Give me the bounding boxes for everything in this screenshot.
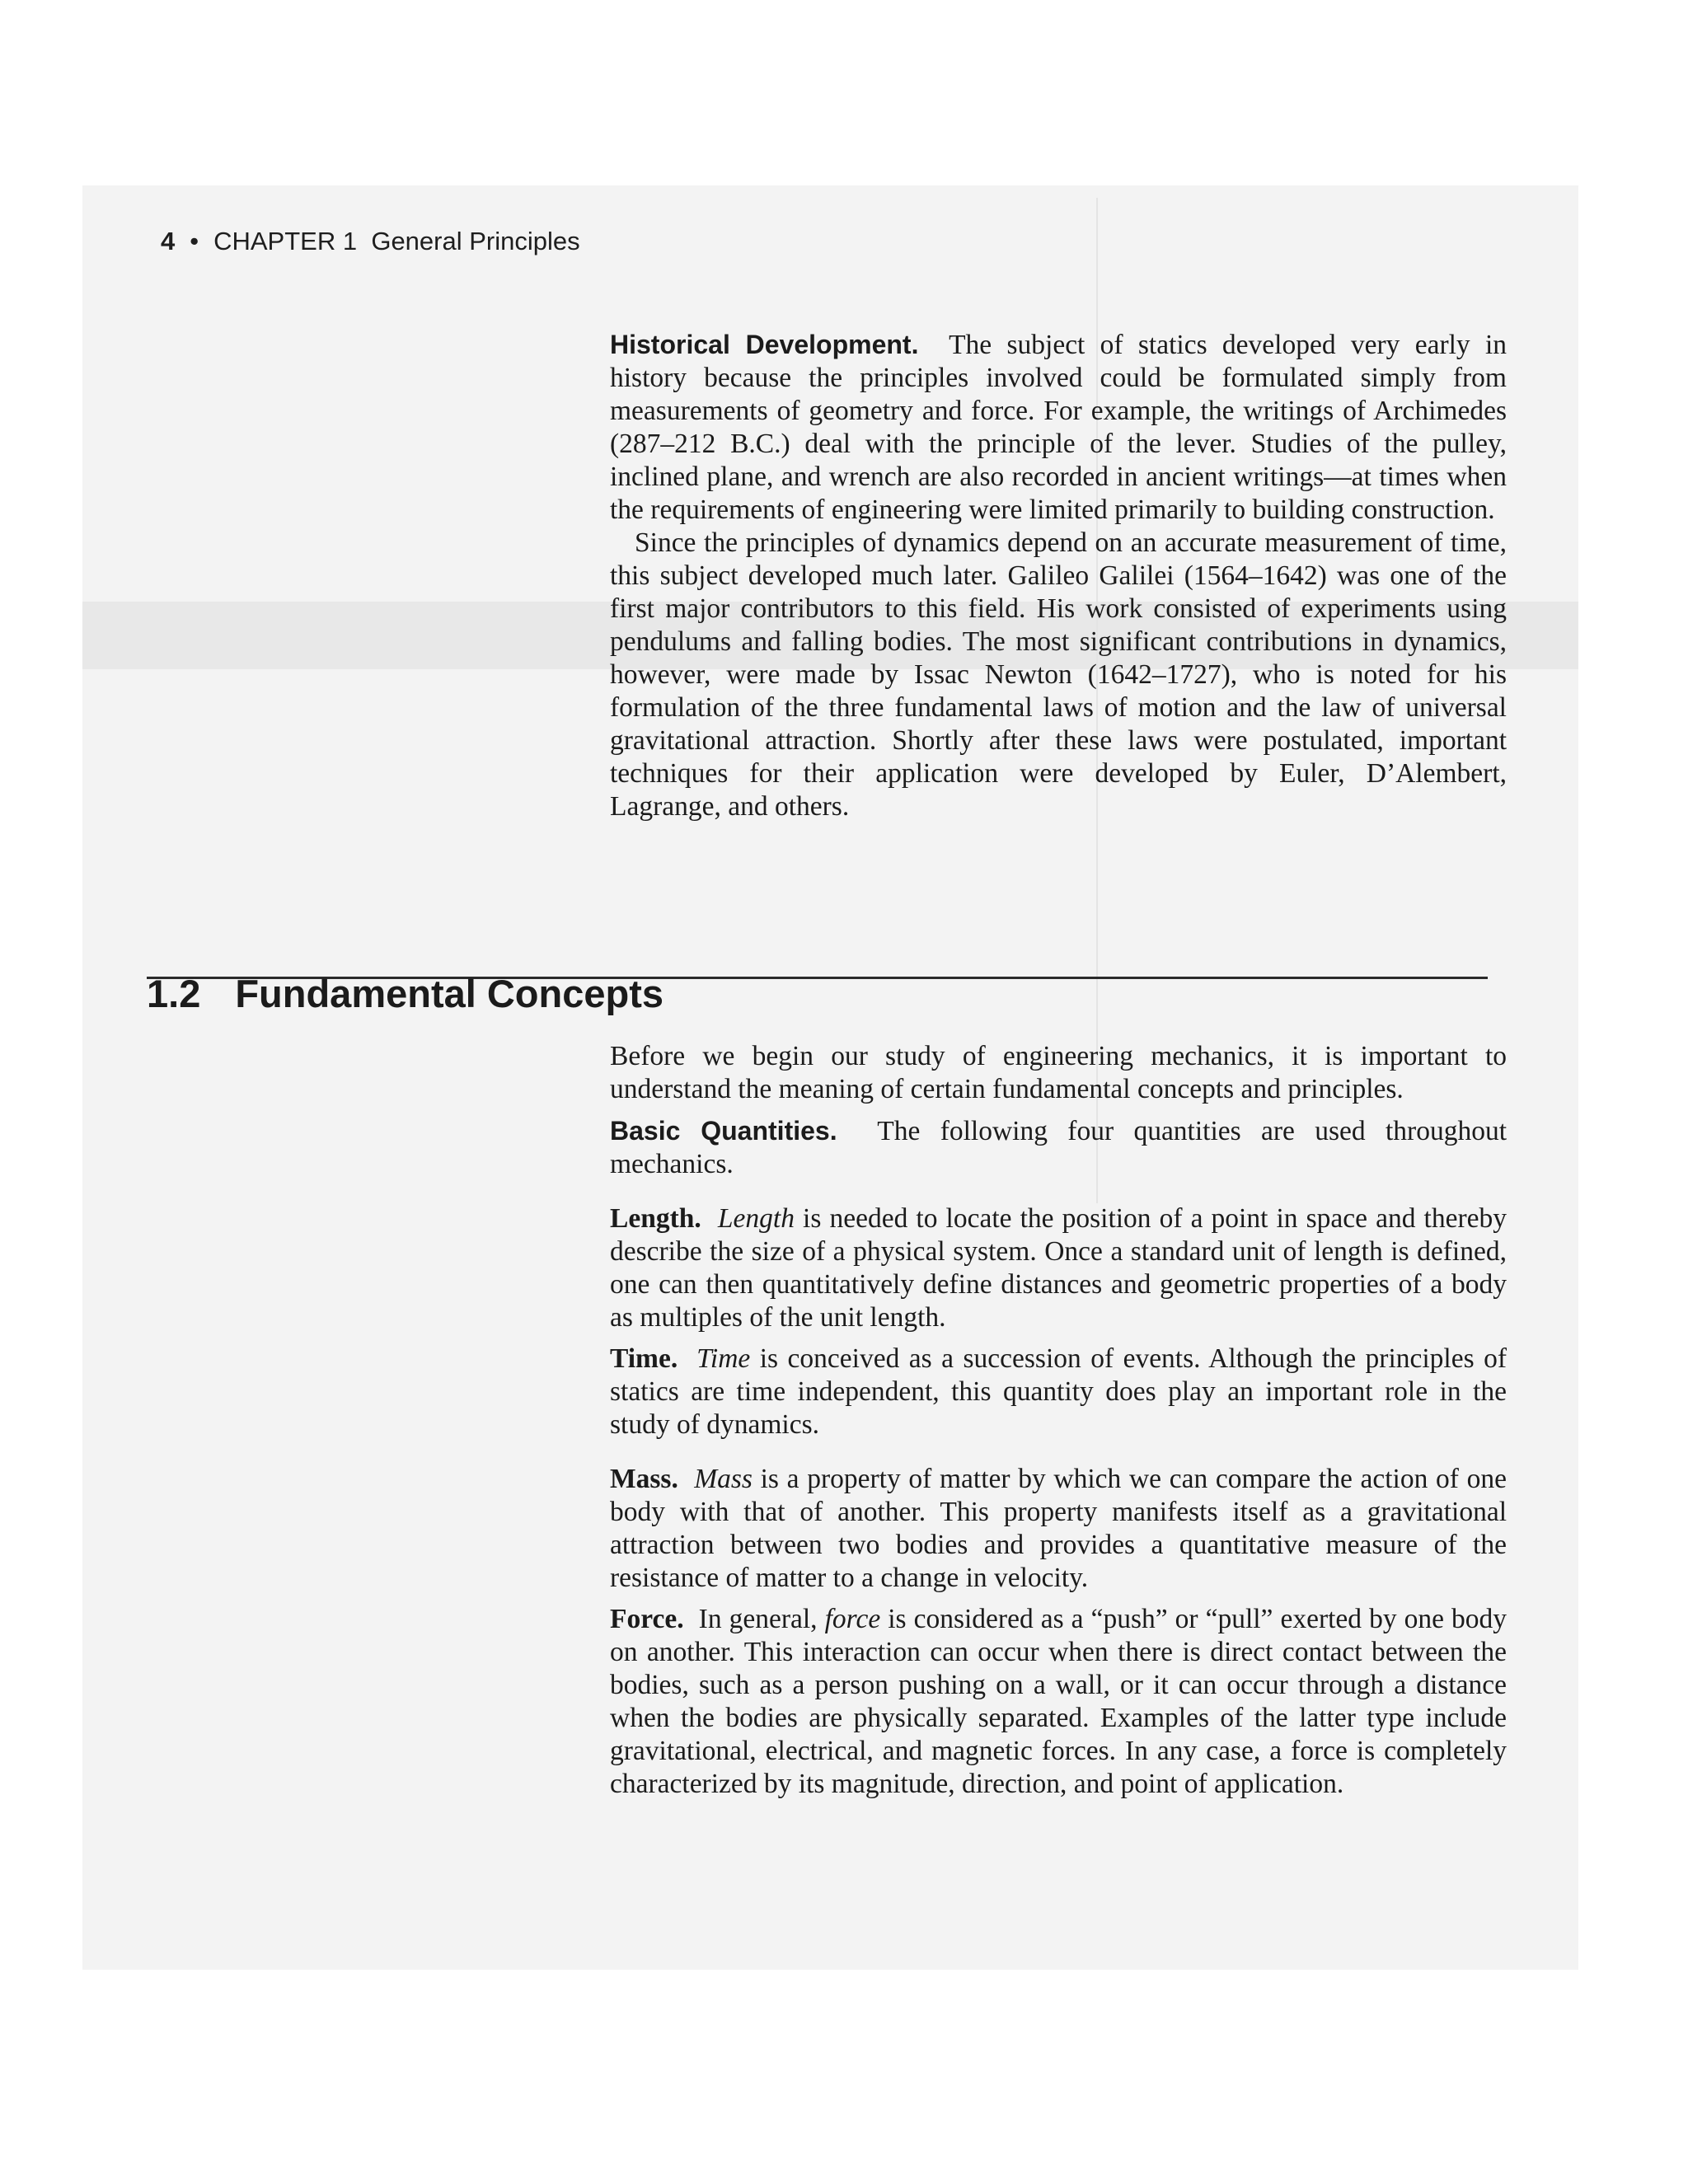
length-term: Length	[717, 1203, 795, 1234]
fundamental-concepts-block	[610, 1040, 1507, 1801]
force-paragraph	[610, 1603, 1507, 1801]
section-heading	[147, 971, 663, 1016]
time-text: is conceived as a succession of events. Although the principles of statics are time independent, this quantity does play an important role in the study of dynamics.	[610, 1343, 1507, 1440]
chapter-title: General Principles	[371, 227, 580, 255]
force-heading: Force.	[610, 1604, 684, 1634]
historical-paragraph-1	[610, 328, 1507, 527]
mass-text: is a property of matter by which we can compare the action of one body with that of another. This property manifests itself as a gravitational attraction between two bodies and provides a quantitative measure of the resistance of matter to a change in velocity.	[610, 1464, 1507, 1593]
basic-quantities-paragraph	[610, 1114, 1507, 1181]
length-text: is needed to locate the position of a point in space and thereby describe the size of a physical system. Once a standard unit of length is defined, one can then quantitatively define distances and geometric properties of a body as multiples of the unit length.	[610, 1203, 1507, 1333]
historical-development-block	[610, 328, 1507, 823]
basic-quantities-text: The following four quantities are used throughout mechanics.	[610, 1116, 1507, 1179]
time-heading: Time.	[610, 1343, 678, 1374]
historical-heading: Historical Development.	[610, 330, 919, 359]
force-text: is considered as a “push” or “pull” exerted by one body on another. This interaction can occur when there is direct contact between the bodies, such as a person pushing on a wall, or it can occur through a distance when the bodies are physically separated. Examples of the latter type include gravitational, electrical, and magnetic forces. In any case, a force is completely characterized by its magnitude, direction, and point of application.	[610, 1604, 1507, 1799]
chapter-label: CHAPTER 1	[213, 227, 358, 255]
length-paragraph	[610, 1202, 1507, 1334]
mass-term: Mass	[694, 1464, 753, 1494]
mass-paragraph	[610, 1463, 1507, 1595]
force-term: force	[824, 1604, 881, 1634]
running-head	[161, 227, 580, 256]
page-number: 4	[161, 227, 176, 255]
section-title: Fundamental Concepts	[235, 972, 664, 1015]
running-head-separator: •	[190, 227, 199, 255]
historical-paragraph-2: Since the principles of dynamics depend on an accurate measurement of time, this subject developed much later. Galileo Galilei (1564–1642) was one of the first major contributors to this field. His work consisted of experiments using pendulums and falling bodies. The most significant contributions in dynamics, however, were made by Issac Newton (1642–1727), who is noted for his formulation of the three fundamental laws of motion and the law of universal gravitational attraction. Shortly after these laws were postulated, important techniques for their application were developed by Euler, D’Alembert, Lagrange, and others.	[610, 527, 1507, 822]
time-term: Time	[696, 1343, 751, 1374]
length-heading: Length.	[610, 1203, 701, 1234]
time-paragraph	[610, 1343, 1507, 1441]
historical-text-1: The subject of statics developed very early in history because the principles involved could be formulated simply from measurements of geometry and force. For example, the writings of Archimedes (287–212 B.C.) deal with the principle of the lever. Studies of the pulley, inclined plane, and wrench are also recorded in ancient writings—at times when the requirements of engineering were limited primarily to building construction.	[610, 330, 1507, 525]
intro-paragraph: Before we begin our study of engineering mechanics, it is important to understand the meaning of certain fundamental concepts and principles.	[610, 1041, 1507, 1104]
mass-heading: Mass.	[610, 1464, 678, 1494]
force-prefix: In general,	[698, 1604, 825, 1634]
section-number: 1.2	[147, 972, 201, 1015]
basic-quantities-heading: Basic Quantities.	[610, 1116, 837, 1146]
